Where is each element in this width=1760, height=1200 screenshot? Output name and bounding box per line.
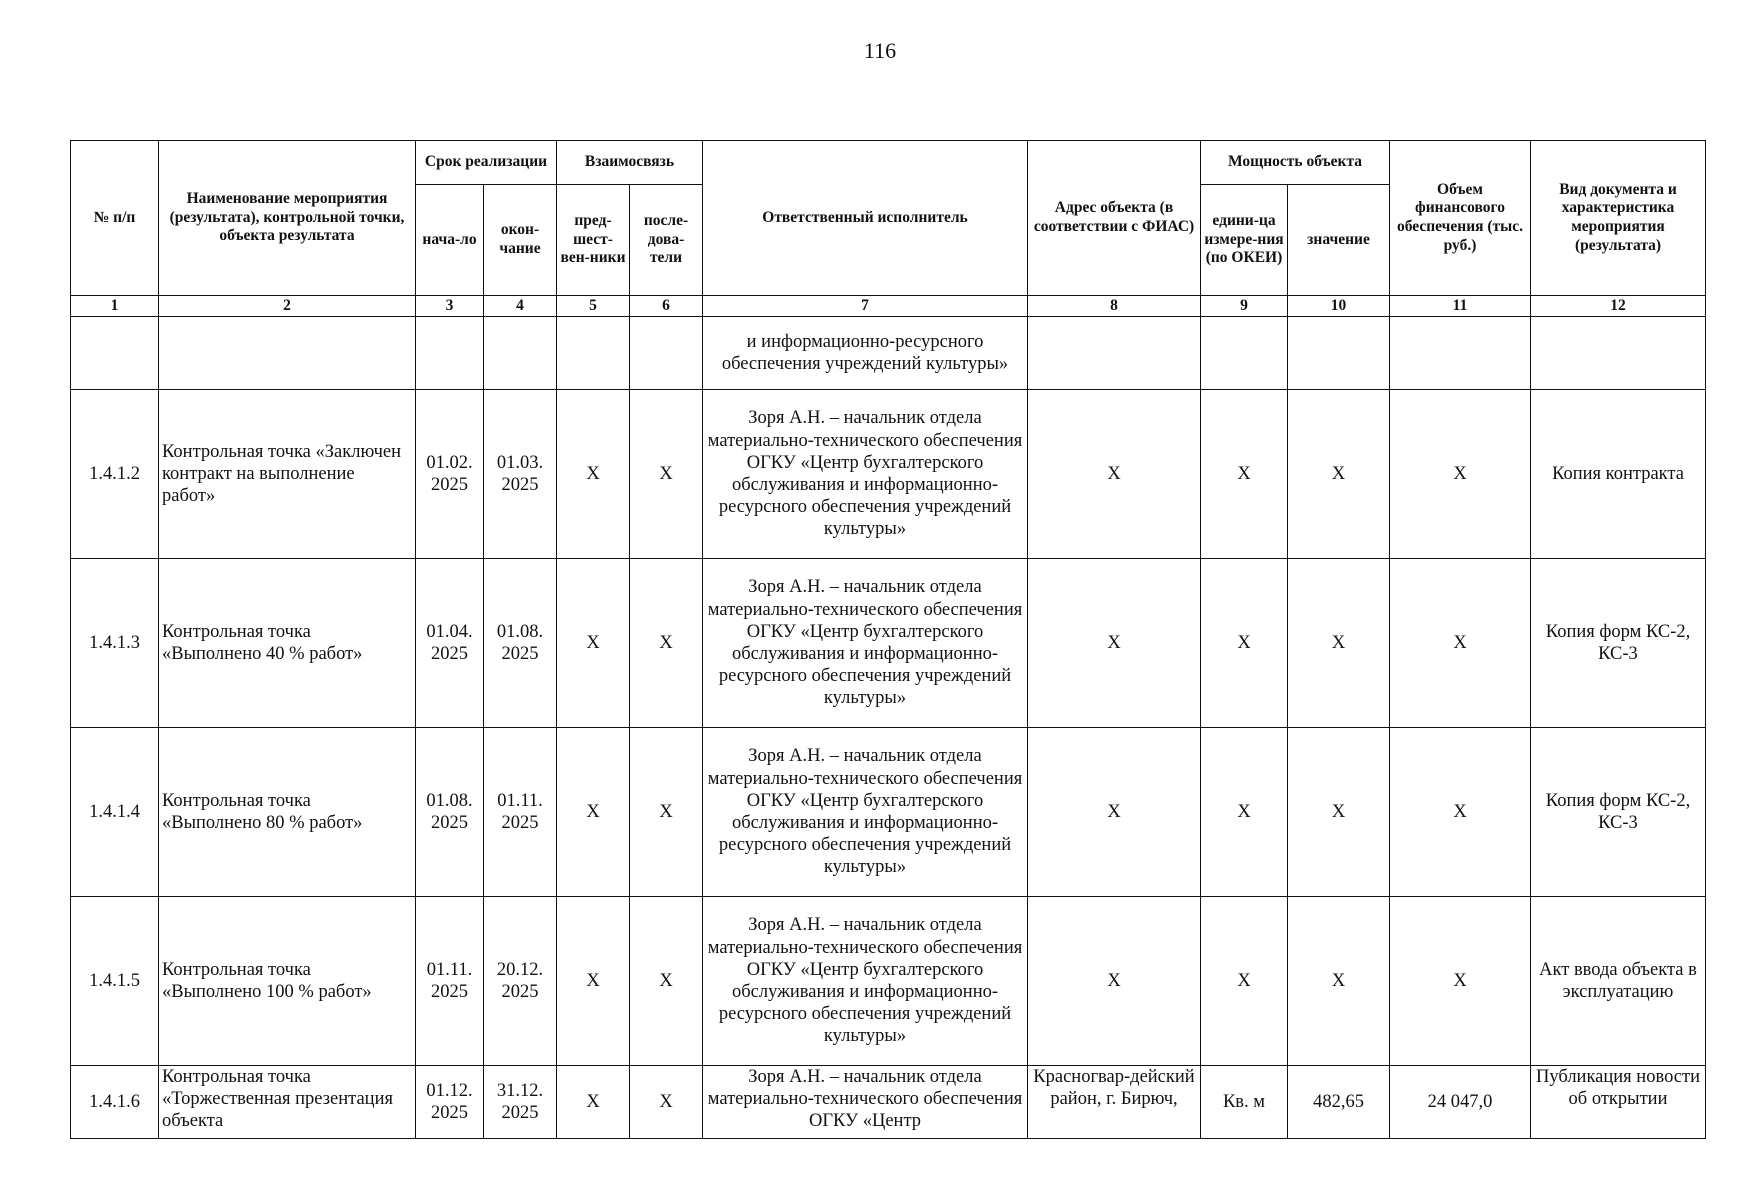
row-document: Копия контракта [1531, 390, 1706, 559]
col-number: 1 [71, 296, 159, 317]
empty-cell [1028, 317, 1201, 390]
empty-cell [1531, 317, 1706, 390]
row-unit: X [1201, 897, 1288, 1066]
row-responsible: Зоря А.Н. – начальник отдела материально-технического обеспечения ОГКУ «Центр бухгалтерского обслуживания и информационно-ресурсного обеспечения учреждений культуры» [703, 559, 1028, 728]
row-predecessors: X [557, 559, 630, 728]
page-number: 116 [863, 38, 897, 63]
col-number: 11 [1390, 296, 1531, 317]
row-value: 482,65 [1288, 1066, 1390, 1139]
empty-cell [630, 317, 703, 390]
row-finance: X [1390, 897, 1531, 1066]
header-link: Взаимосвязь [557, 141, 703, 185]
row-successors: X [630, 728, 703, 897]
row-successors: X [630, 559, 703, 728]
row-successors: X [630, 390, 703, 559]
table-row [71, 897, 1706, 1066]
row-successors: X [630, 1066, 703, 1139]
row-address: X [1028, 559, 1201, 728]
row-finance: X [1390, 390, 1531, 559]
header-successors: после-дова-тели [630, 185, 703, 296]
header-finance: Объем финансового обеспечения (тыс. руб.) [1390, 141, 1531, 296]
row-predecessors: X [557, 728, 630, 897]
empty-cell [484, 317, 557, 390]
row-address: X [1028, 897, 1201, 1066]
row-start: 01.11. 2025 [416, 897, 484, 1066]
row-number: 1.4.1.3 [71, 559, 159, 728]
header-start: нача-ло [416, 185, 484, 296]
col-number: 12 [1531, 296, 1706, 317]
row-responsible: Зоря А.Н. – начальник отдела материально-технического обеспечения ОГКУ «Центр [703, 1066, 1028, 1139]
empty-cell [159, 317, 416, 390]
row-value: X [1288, 559, 1390, 728]
col-number: 2 [159, 296, 416, 317]
row-predecessors: X [557, 897, 630, 1066]
row-document: Копия форм КС-2, КС-3 [1531, 559, 1706, 728]
table-row [71, 390, 1706, 559]
col-number: 5 [557, 296, 630, 317]
row-successors: X [630, 897, 703, 1066]
table-row-continuation [71, 317, 1706, 390]
col-number: 6 [630, 296, 703, 317]
empty-cell [1201, 317, 1288, 390]
row-unit: X [1201, 559, 1288, 728]
row-predecessors: X [557, 1066, 630, 1139]
col-number: 3 [416, 296, 484, 317]
row-unit: Кв. м [1201, 1066, 1288, 1139]
table-row-partial [71, 1066, 1706, 1139]
row-end: 20.12. 2025 [484, 897, 557, 1066]
row-unit: X [1201, 728, 1288, 897]
header-predecessors: пред-шест-вен-ники [557, 185, 630, 296]
col-number: 9 [1201, 296, 1288, 317]
row-number: 1.4.1.5 [71, 897, 159, 1066]
row-finance: X [1390, 728, 1531, 897]
row-finance: X [1390, 559, 1531, 728]
col-number: 7 [703, 296, 1028, 317]
row-unit: X [1201, 390, 1288, 559]
row-name: Контрольная точка «Торжественная презентация объекта [159, 1066, 416, 1139]
row-number: 1.4.1.2 [71, 390, 159, 559]
header-document: Вид документа и характеристика мероприятия (результата) [1531, 141, 1706, 296]
row-responsible: Зоря А.Н. – начальник отдела материально-технического обеспечения ОГКУ «Центр бухгалтерского обслуживания и информационно-ресурсного обеспечения учреждений культуры» [703, 390, 1028, 559]
column-number-row [71, 296, 1706, 317]
header-num: № п/п [71, 141, 159, 296]
row-predecessors: X [557, 390, 630, 559]
empty-cell [416, 317, 484, 390]
row-number: 1.4.1.4 [71, 728, 159, 897]
row-start: 01.12. 2025 [416, 1066, 484, 1139]
row-value: X [1288, 897, 1390, 1066]
col-number: 10 [1288, 296, 1390, 317]
header-address: Адрес объекта (в соответствии с ФИАС) [1028, 141, 1201, 296]
header-capacity: Мощность объекта [1201, 141, 1390, 185]
plan-table [70, 140, 1706, 1139]
empty-cell [1288, 317, 1390, 390]
row-end: 01.08. 2025 [484, 559, 557, 728]
row-start: 01.02. 2025 [416, 390, 484, 559]
row-end: 01.11. 2025 [484, 728, 557, 897]
header-unit: едини-ца измере-ния (по ОКЕИ) [1201, 185, 1288, 296]
row-start: 01.04. 2025 [416, 559, 484, 728]
row-value: X [1288, 728, 1390, 897]
row-document: Акт ввода объекта в эксплуатацию [1531, 897, 1706, 1066]
row-address: Красногвар-дейский район, г. Бирюч, [1028, 1066, 1201, 1139]
row-start: 01.08. 2025 [416, 728, 484, 897]
col-number: 8 [1028, 296, 1201, 317]
header-name: Наименование мероприятия (результата), контрольной точки, объекта результата [159, 141, 416, 296]
empty-cell [71, 317, 159, 390]
row-name: Контрольная точка «Выполнено 100 % работ» [159, 897, 416, 1066]
row-finance: 24 047,0 [1390, 1066, 1531, 1139]
empty-cell [1390, 317, 1531, 390]
table-row [71, 728, 1706, 897]
empty-cell [557, 317, 630, 390]
row-responsible: Зоря А.Н. – начальник отдела материально-технического обеспечения ОГКУ «Центр бухгалтерского обслуживания и информационно-ресурсного обеспечения учреждений культуры» [703, 728, 1028, 897]
row-end: 31.12. 2025 [484, 1066, 557, 1139]
row-address: X [1028, 390, 1201, 559]
row-name: Контрольная точка «Заключен контракт на выполнение работ» [159, 390, 416, 559]
row-document: Публикация новости об открытии [1531, 1066, 1706, 1139]
row-name: Контрольная точка «Выполнено 40 % работ» [159, 559, 416, 728]
row-name: Контрольная точка «Выполнено 80 % работ» [159, 728, 416, 897]
responsible-continuation: и информационно-ресурсного обеспечения учреждений культуры» [703, 317, 1028, 390]
header-period: Срок реализации [416, 141, 557, 185]
row-end: 01.03. 2025 [484, 390, 557, 559]
row-value: X [1288, 390, 1390, 559]
header-end: окон-чание [484, 185, 557, 296]
row-document: Копия форм КС-2, КС-3 [1531, 728, 1706, 897]
header-value: значение [1288, 185, 1390, 296]
col-number: 4 [484, 296, 557, 317]
header-responsible: Ответственный исполнитель [703, 141, 1028, 296]
row-address: X [1028, 728, 1201, 897]
table-row [71, 559, 1706, 728]
row-responsible: Зоря А.Н. – начальник отдела материально-технического обеспечения ОГКУ «Центр бухгалтерского обслуживания и информационно-ресурсного обеспечения учреждений культуры» [703, 897, 1028, 1066]
row-number: 1.4.1.6 [71, 1066, 159, 1139]
